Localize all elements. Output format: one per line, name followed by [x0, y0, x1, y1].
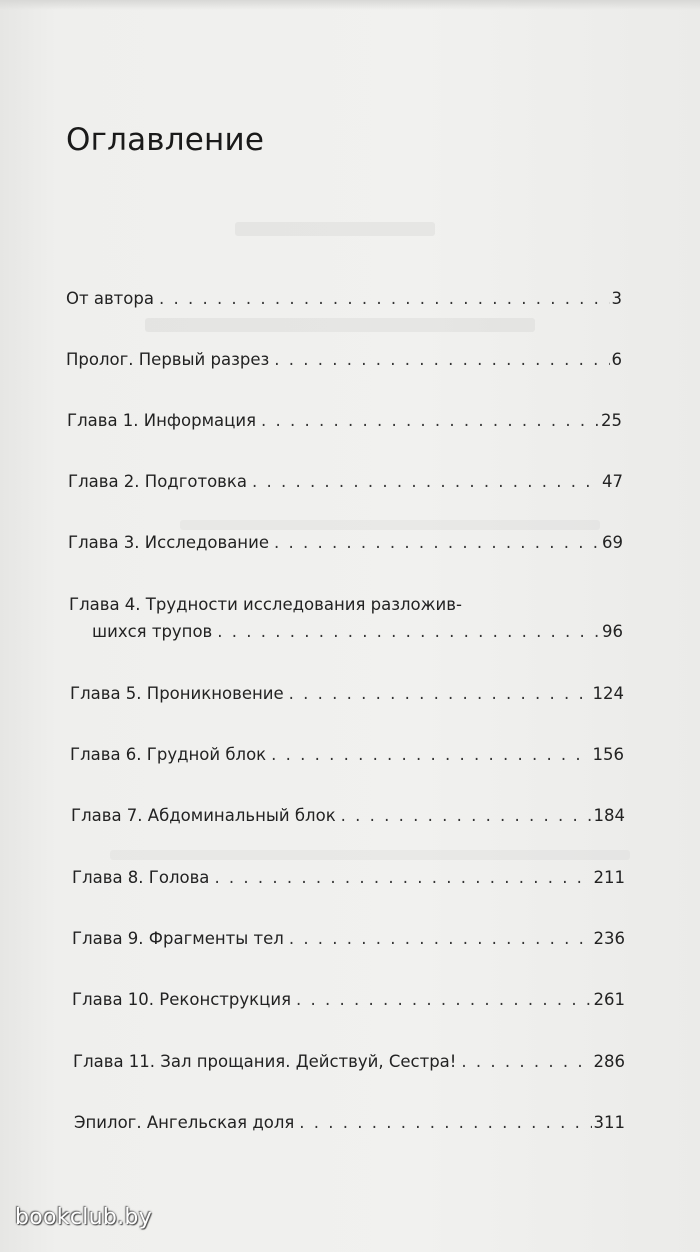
toc-entry-label: шихся трупов: [92, 622, 213, 641]
toc-entry-label: От автора: [66, 289, 154, 308]
toc-entry-page: 47: [602, 472, 623, 491]
toc-entry-page: 69: [602, 533, 623, 552]
toc-entry-page: 3: [611, 289, 622, 308]
toc-leader-dots: [271, 745, 590, 764]
toc-entry-page: 184: [593, 806, 625, 825]
toc-entry-label: Глава 10. Реконструкция: [72, 990, 292, 1009]
toc-entry-label: Эпилог. Ангельская доля: [74, 1113, 295, 1132]
toc-entry-label: Пролог. Первый разрез: [66, 350, 270, 369]
toc-leader-dots: [217, 622, 600, 641]
toc-entry: [70, 745, 624, 764]
toc-leader-dots: [252, 472, 600, 491]
toc-leader-dots: [261, 411, 599, 430]
toc-leader-dots: [289, 684, 591, 703]
toc-entry: [67, 411, 622, 430]
toc-leader-dots: [461, 1052, 591, 1071]
toc-entry: [74, 1113, 625, 1132]
toc-entry-label: Глава 1. Информация: [67, 411, 257, 430]
toc-entry: [66, 350, 622, 369]
toc-leader-dots: [274, 350, 609, 369]
toc-entry: [73, 1052, 625, 1071]
toc-entry: [72, 929, 625, 948]
toc-entry-label: Глава 3. Исследование: [68, 533, 269, 552]
toc-leader-dots: [299, 1113, 591, 1132]
toc-entry: [66, 289, 622, 308]
toc-entry-page: 261: [593, 990, 625, 1009]
toc-leader-dots: [274, 533, 600, 552]
watermark: bookclub.by: [15, 1205, 153, 1230]
toc-entry: [72, 868, 625, 887]
toc-entry: [68, 533, 623, 552]
toc-entry-label: Глава 2. Подготовка: [68, 472, 247, 491]
toc-entry-label: Глава 6. Грудной блок: [70, 745, 267, 764]
toc-entry: [68, 472, 623, 491]
toc-entry: [72, 990, 625, 1009]
toc-entry-label: Глава 11. Зал прощания. Действуй, Сестра!: [73, 1052, 457, 1071]
toc-leader-dots: [214, 868, 591, 887]
toc-entry-page: 236: [593, 929, 625, 948]
toc-leader-dots: [289, 929, 592, 948]
toc-entry-label: Глава 9. Фрагменты тел: [72, 929, 284, 948]
toc-entry-page: 156: [592, 745, 624, 764]
toc-entry-page: 6: [611, 350, 622, 369]
toc-leader-dots: [159, 289, 610, 308]
toc-entry-label: Глава 5. Проникновение: [70, 684, 284, 703]
toc-entry: [92, 622, 623, 641]
toc-entry-page: 96: [602, 622, 623, 641]
toc-leader-dots: [341, 806, 592, 825]
toc-entry-label: Глава 8. Голова: [72, 868, 210, 887]
toc-entry: [71, 806, 625, 825]
toc-entry-label-line1: Глава 4. Трудности исследования разложив-: [69, 595, 462, 614]
toc-entry-label: Глава 7. Абдоминальный блок: [71, 806, 336, 825]
toc-entry-page: 25: [601, 411, 622, 430]
toc-entry-page: 211: [593, 868, 625, 887]
toc-entry-page: 124: [592, 684, 624, 703]
toc-leader-dots: [296, 990, 591, 1009]
page-title: Оглавление: [66, 122, 265, 158]
toc-entry: [70, 684, 624, 703]
toc-entry-page: 311: [593, 1113, 625, 1132]
toc-entry-page: 286: [593, 1052, 625, 1071]
